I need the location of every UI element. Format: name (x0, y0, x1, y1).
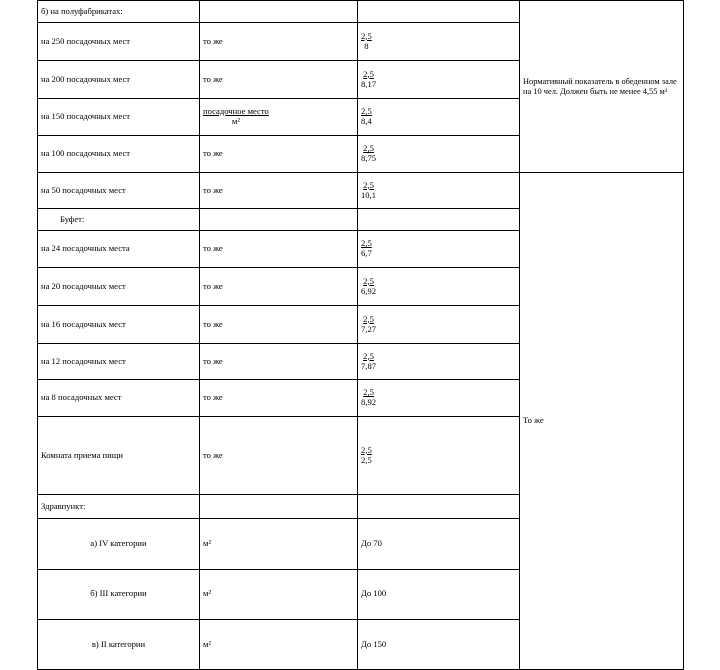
unit-cell: то же (200, 268, 358, 306)
row-label: в) II категории (38, 620, 200, 670)
unit-cell: то же (200, 173, 358, 209)
unit-cell: то же (200, 306, 358, 344)
row-label: на 50 посадочных мест (38, 173, 200, 209)
unit-cell: то же (200, 23, 358, 61)
ratio-denominator: 8,75 (361, 153, 377, 163)
ratio-denominator: 6,92 (361, 285, 377, 296)
value-cell: До 100 (358, 569, 520, 619)
ratio-numerator: 2,5 (361, 238, 372, 249)
unit-seat: посадочное место (203, 106, 269, 117)
row-label: Комната приема пищи (38, 417, 200, 495)
section-row-semi (38, 1, 684, 23)
row-label: на 150 посадочных мест (38, 99, 200, 136)
ratio-denominator: 6,7 (361, 248, 372, 258)
row-label: на 250 посадочных мест (38, 23, 200, 61)
row-label: на 20 посадочных мест (38, 268, 200, 306)
ratio-denominator: 8,4 (361, 116, 372, 126)
unit-square-meter: м² (231, 116, 240, 126)
ratio-denominator: 2,5 (361, 454, 372, 465)
ratio-numerator: 2,5 (361, 444, 372, 455)
note-same: То же (520, 173, 684, 670)
table-row (38, 173, 684, 209)
value-cell: До 150 (358, 620, 520, 670)
unit-cell: то же (200, 61, 358, 99)
ratio-denominator: 10,1 (361, 189, 377, 200)
norms-document (37, 0, 683, 649)
ratio-numerator: 2,5 (363, 350, 374, 361)
row-label: на 100 посадочных мест (38, 136, 200, 173)
row-label: на 8 посадочных мест (38, 380, 200, 417)
unit-cell: м² (200, 620, 358, 670)
ratio-numerator: 2,5 (361, 106, 372, 117)
row-label: а) IV категории (38, 519, 200, 569)
row-label: на 12 посадочных мест (38, 344, 200, 380)
unit-cell: м² (200, 569, 358, 619)
ratio-denominator: 8,17 (361, 78, 377, 89)
ratio-denominator: 7,87 (361, 360, 377, 371)
value-cell: До 70 (358, 519, 520, 569)
section-title-buffet: Буфет: (38, 209, 200, 231)
ratio-denominator: 8,92 (361, 397, 377, 407)
ratio-denominator: 7,27 (361, 323, 377, 334)
ratio-numerator: 2,5 (363, 275, 374, 286)
ratio-numerator: 2,5 (363, 313, 374, 324)
ratio-numerator: 2,5 (361, 30, 372, 41)
section-title-semi: б) на полуфабрикатах: (38, 1, 200, 23)
norms-table (37, 0, 684, 670)
row-label: на 24 посадочных места (38, 231, 200, 268)
row-label: б) III категории (38, 569, 200, 619)
ratio-denominator: 8 (364, 40, 369, 51)
section-title-health: Здравпункт: (38, 495, 200, 519)
unit-cell: м² (200, 519, 358, 569)
unit-cell: то же (200, 417, 358, 495)
ratio-numerator: 2,5 (363, 387, 374, 398)
ratio-numerator: 2,5 (363, 143, 374, 154)
ratio-numerator: 2,5 (363, 68, 374, 79)
unit-cell: то же (200, 344, 358, 380)
note-dining-area: Нормативный показатель в обеденном зале на 10 чел. Должен быть не менее 4,55 м² (520, 1, 684, 173)
row-label: на 16 посадочных мест (38, 306, 200, 344)
unit-cell: то же (200, 136, 358, 173)
ratio-numerator: 2,5 (363, 179, 374, 190)
unit-cell: то же (200, 380, 358, 417)
unit-cell: то же (200, 231, 358, 268)
row-label: на 200 посадочных мест (38, 61, 200, 99)
